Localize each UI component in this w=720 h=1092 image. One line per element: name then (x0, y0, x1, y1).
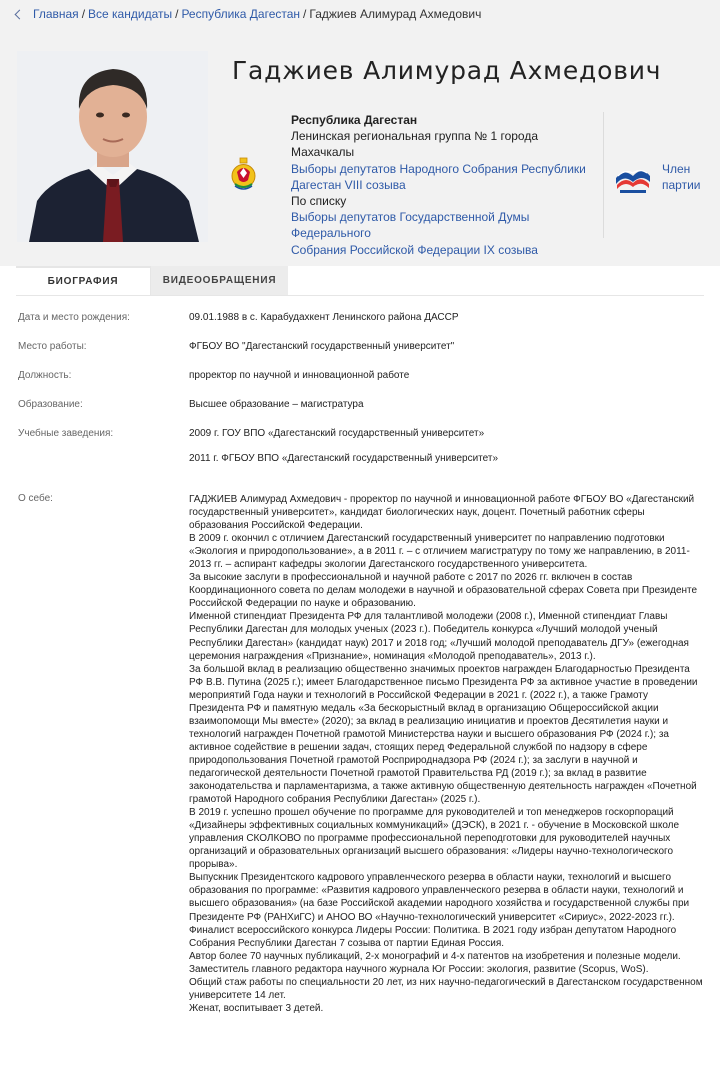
about-paragraph: Заместитель главного редактора научного журнала Юг России: экология, развитие (Scopus, WoS). (189, 963, 649, 975)
candidate-group-line1: Ленинская региональная группа № 1 города (291, 129, 538, 144)
breadcrumb-separator: / (81, 7, 86, 21)
candidate-photo (17, 51, 208, 242)
tab-biography[interactable]: БИОГРАФИЯ (16, 266, 151, 295)
breadcrumb-separator: / (303, 7, 307, 21)
breadcrumb (16, 7, 481, 21)
candidate-portrait-image (17, 51, 208, 242)
education-label: Образование: (18, 399, 83, 410)
institution-item: 2011 г. ФГБОУ ВПО «Дагестанский государственный университет» (189, 453, 499, 464)
about-text (189, 493, 704, 1015)
about-paragraph: В 2009 г. окончил с отличием Дагестанский государственный университет по направлению подготовки «Экология и природопользование», а в 2011 г. – с отличием магистратуру по тому же направлению, в 2011-2013 гг. – аспирант кафедры экологии Дагестанского государственного университета. (189, 533, 690, 571)
about-paragraph: В 2019 г. успешно прошел обучение по программе для руководителей и топ менеджеров госкорпораций «Дизайнеры эффективных социальных коммуникаций» (ДЭСК), в 2021 г. - обучение в Московской школе управления СКОЛКОВО по программе профессиональной переподготовки для руководителей научных организаций и образовательных организаций высшего образования: «Лидеры научно-технологического прорыва». (189, 807, 680, 871)
tab-video-appeals[interactable]: ВИДЕООБРАЩЕНИЯ (151, 266, 288, 295)
united-russia-logo-icon[interactable] (614, 164, 652, 196)
about-paragraph: Общий стаж работы по специальности 20 лет, из них научно-педагогический в Дагестанском государственном университете 14 лет. (189, 976, 703, 1001)
workplace-label: Место работы: (18, 341, 87, 352)
divider (603, 112, 604, 238)
about-paragraph: За большой вклад в реализацию общественно значимых проектов награжден Благодарностью Президента РФ В.В. Путина (2025 г.); имеет Благодарственное письмо Президента РФ за активное участие в проведении мероприятий Года науки и технологий в Российской Федерации в 2021 г. (2022 г.), а также Грамоту Президента РФ и памятную медаль «За бескорыстный вклад в организацию Общероссийской акции взаимопомощи Мы вместе» (2020); за вклад в реализацию инициатив и проектов Десятилетия науки и технологий награжден Почетной грамотой Министерства науки и высшего образования РФ (2024 г.); за активное содействие в решении задач, стоящих перед Федеральной службой по надзору в сфере природопользования Почетной грамотой Росприроднадзора РФ (2024 г.); за заслуги в научной и педагогической деятельности Почетной грамотой Правительства РД (2019 г.); за вклад в развитие законодательства и парламентаризма, а также активную общественную деятельность награжден «Почетной грамотой Народного собрания Республики Дагестан» (2025 г.). (189, 663, 698, 806)
tab-divider (16, 295, 704, 296)
about-paragraph: Выпускник Президентского кадрового управленческого резерва в области науки, технологий и высшего образования по программе: «Развития кадрового управленческого резерва в области науки, технологий и высшего образования» (на базе Российской академии народного хозяйства и государственной службы при Президенте РФ (РАНХиГС) и АНОО ВО «Научно-технологический университет «Сириус», 2022-2023 гг.). (189, 872, 690, 923)
institution-item: 2009 г. ГОУ ВПО «Дагестанский государственный университет» (189, 428, 485, 439)
chevron-left-icon[interactable] (15, 10, 25, 20)
election-federal-link-line1[interactable]: Выборы депутатов Государственной Думы Федерального (291, 210, 530, 241)
about-paragraph: За высокие заслуги в профессиональной и научной работе с 2017 по 2026 гг. включен в состав Координационного совета по делам молодежи в научной и образовательной сферах Совета при Президенте Российской Федерации по науке и образованию. (189, 572, 698, 610)
position-value: проректор по научной и инновационной работе (189, 370, 410, 381)
education-value: Высшее образование – магистратура (189, 399, 364, 410)
party-label-line1: Член (662, 162, 691, 176)
about-paragraph: Именной стипендиат Президента РФ для талантливой молодежи (2008 г.), Именной стипендиат Главы Республики Дагестан для молодых ученых (2023 г.). Победитель конкурса «Лучший молодой ученый Республики Дагестан» (кандидат наук) 2017 и 2018 год; «Лучший молодой преподаватель ДГУ» (ежегодная церемония награждения «Признание», номинация «Молодой преподаватель», 2013 г.). (189, 611, 689, 662)
birth-label: Дата и место рождения: (18, 312, 130, 323)
about-paragraph: Автор более 70 научных публикаций, 2-х монографий и 4-х патентов на изобретения и полезные модели. (189, 950, 681, 962)
tab-bar (16, 266, 288, 295)
list-label: По списку (291, 194, 347, 209)
election-regional-link-line2[interactable]: Дагестан VIII созыва (291, 177, 406, 192)
party-membership-link[interactable] (662, 161, 700, 193)
dagestan-coat-of-arms-icon (231, 156, 256, 194)
candidate-info (291, 112, 591, 258)
profile-header (0, 0, 720, 266)
candidate-region: Республика Дагестан (291, 113, 418, 127)
about-paragraph: Финалист всероссийского конкурса Лидеры России: Политика. В 2021 году избран депутатом Народного Собрания Республики Дагестан 7 созыва от партии Единая Россия. (189, 924, 677, 949)
institutions-label: Учебные заведения: (18, 428, 114, 439)
breadcrumb-region-link[interactable]: Республика Дагестан (181, 7, 301, 21)
about-paragraph: Женат, воспитывает 3 детей. (189, 1002, 324, 1014)
position-label: Должность: (18, 370, 72, 381)
election-federal-link-line2[interactable]: Собрания Российской Федерации IX созыва (291, 242, 538, 257)
breadcrumb-current: Гаджиев Алимурад Ахмедович (309, 7, 482, 21)
birth-value: 09.01.1988 в с. Карабудахкент Ленинского района ДАССР (189, 312, 459, 323)
breadcrumb-candidates-link[interactable]: Все кандидаты (88, 7, 173, 21)
page-title: Гаджиев Алимурад Ахмедович (232, 56, 662, 85)
breadcrumb-separator: / (175, 7, 179, 21)
candidate-group-line2: Махачкалы (291, 145, 355, 160)
about-paragraph: ГАДЖИЕВ Алимурад Ахмедович - проректор по научной и инновационной работе ФГБОУ ВО «Дагестанский государственный университет», кандидат биологических наук, доцент. Почетный работник сферы образования Российской Федерации. (189, 494, 695, 532)
election-regional-link-line1[interactable]: Выборы депутатов Народного Собрания Республики (291, 161, 586, 176)
workplace-value: ФГБОУ ВО "Дагестанский государственный университет" (189, 341, 455, 352)
party-label-line2: партии (662, 178, 701, 192)
breadcrumb-home-link[interactable]: Главная (33, 7, 79, 21)
about-label: О себе: (18, 493, 53, 504)
